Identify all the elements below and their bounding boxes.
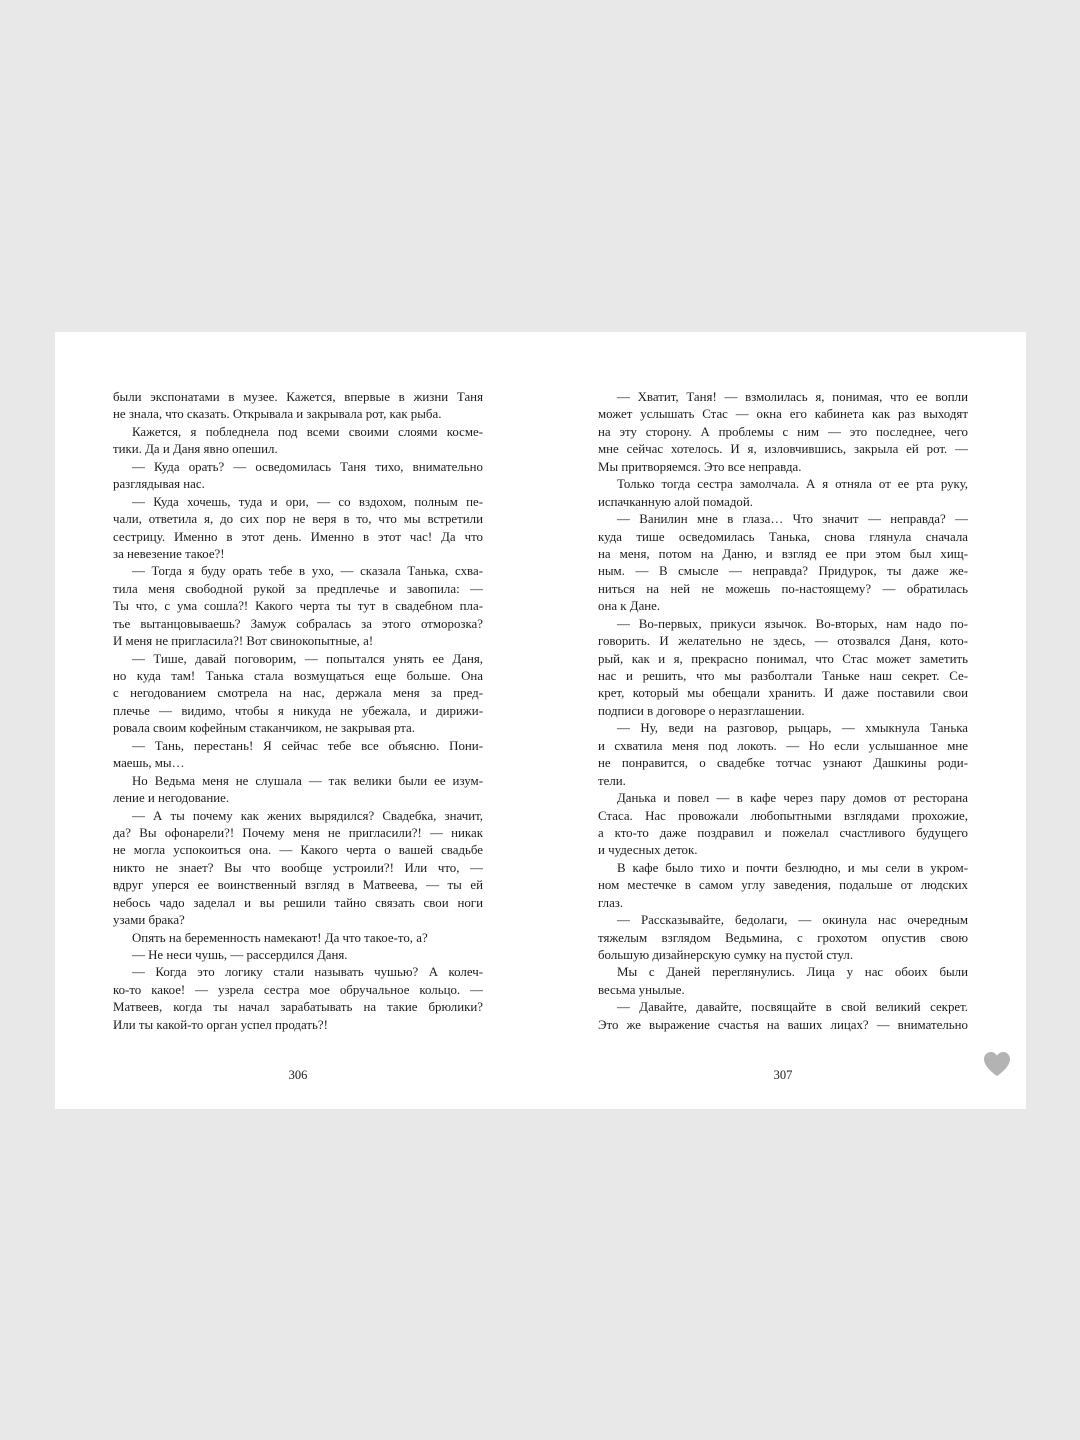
text-line: сестрицу. Именно в этот день. Именно в этот час! Да что — [113, 529, 483, 544]
text-line: не понравится, о свадебке тотчас узнают Дашкины роди- — [598, 756, 968, 771]
text-line: разглядывая нас. — [113, 477, 205, 492]
text-line: ном местечке в самом углу заведения, подальше от людских — [598, 878, 968, 893]
text-line: Матвеев, когда ты начал зарабатывать на такие брюлики? — [113, 1000, 483, 1015]
text-line: большую дизайнерскую сумку на пустой стул. — [598, 948, 854, 962]
text-line: небось чадо заделал и вы решили тайно связать свои ноги — [113, 895, 483, 910]
text-line: маешь, мы… — [113, 756, 185, 771]
text-line: — Во-первых, прикуси язычок. Во-вторых, нам надо по- — [617, 616, 968, 631]
text-line: тяжелым взглядом Ведьмина, с грохотом опустив свою — [598, 930, 968, 945]
text-line: — Куда хочешь, туда и ори, — со вздохом, полным пе- — [132, 494, 483, 509]
text-line: — Куда орать? — осведомилась Таня тихо, внимательно — [132, 459, 483, 474]
text-line: тила меня свободной рукой за предплечье и завопила: — — [113, 581, 483, 596]
text-line: — Тише, давай поговорим, — попытался унять ее Даня, — [132, 651, 483, 666]
text-line: Опять на беременность намекают! Да что такое-то, а? — [132, 930, 428, 945]
page-number-left: 306 — [288, 1068, 308, 1082]
page-number-right: 307 — [773, 1068, 793, 1082]
text-line: Это же выражение счастья на ваших лицах? — внимательно — [598, 1017, 968, 1032]
text-line: — Ванилин мне в глаза… Что значит — неправда? — — [617, 512, 968, 527]
text-line: Или ты какой-то орган успел продать?! — [113, 1017, 328, 1032]
text-line: — Тогда я буду орать тебе в ухо, — сказала Танька, схва- — [132, 564, 483, 579]
text-line: ниться на ней не можешь по-настоящему? — обратилась — [598, 581, 968, 596]
text-line: крет, который мы обещали хранить. И даже поставили свои — [598, 686, 968, 701]
text-line: нас и решить, что мы разболтали Таньке наш секрет. Се- — [598, 669, 968, 683]
left-page — [113, 389, 483, 1034]
text-line: вдруг уперся ее воинственный взгляд в Матвеева, — ты ей — [113, 878, 483, 893]
text-line: В кафе было тихо и почти безлюдно, и мы сели в укром- — [617, 860, 968, 875]
text-line: не знала, что сказать. Открывала и закрывала рот, как рыба. — [113, 407, 442, 422]
text-line: куда тише осведомилась Танька, снова глянула сначала — [598, 529, 968, 544]
text-line: подписи в договоре о неразглашении. — [598, 703, 805, 718]
text-line: но куда там! Танька стала возмущаться еще больше. Она — [113, 669, 483, 683]
text-line: и чудесных деток. — [598, 843, 698, 858]
text-line: — Ну, веди на разговор, рыцарь, — хмыкнула Танька — [617, 721, 968, 736]
text-line: — Хватит, Таня! — взмолилась я, понимая, что ее вопли — [617, 390, 968, 404]
text-line: плечье — видимо, чтобы я никуда не убежала, и дирижи- — [113, 703, 483, 718]
text-line: Только тогда сестра замолчала. А я отняла от ее рта руку, — [617, 477, 968, 492]
text-line: мне сейчас хотелось. И я, изловчившись, закрыла ей рот. — — [598, 442, 968, 457]
text-line: узами брака? — [113, 913, 185, 928]
text-line: — Рассказывайте, бедолаги, — окинула нас очередным — [617, 913, 968, 928]
text-line: говорить. И желательно не здесь, — отозвался Даня, кото- — [598, 634, 968, 649]
text-line: — Не неси чушь, — рассердился Даня. — [132, 948, 348, 962]
text-line: — А ты почему как жених вырядился? Свадебка, значит, — [132, 808, 483, 823]
text-line: — Когда это логику стали называть чушью? А колеч- — [132, 965, 483, 980]
text-line: Мы притворяемся. Это все неправда. — [598, 459, 802, 474]
text-line: за невезение такое?! — [113, 546, 225, 561]
text-line: ровала своим кофейным стаканчиком, не закрывая рта. — [113, 721, 415, 736]
text-line: с негодованием смотрела на нас, держала меня за пред- — [113, 686, 483, 701]
text-line: Но Ведьма меня не слушала — так велики были ее изум- — [132, 773, 483, 788]
text-line: ление и негодование. — [113, 791, 230, 806]
text-line: Стаса. Нас провожали любопытными взглядами прохожие, — [598, 808, 968, 823]
text-line: весьма унылые. — [598, 982, 685, 997]
text-line: Данька и повел — в кафе через пару домов от ресторана — [617, 791, 968, 806]
text-line: она к Дане. — [598, 599, 661, 614]
text-line: никто не знает? Вы что вообще устроили?! Или что, — — [113, 860, 483, 875]
text-line: — Давайте, давайте, посвящайте в свой великий секрет. — [617, 1000, 968, 1015]
text-line: чали, ответила я, до сих пор не веря в то, что мы встретили — [113, 512, 483, 527]
text-line: тели. — [598, 773, 626, 788]
text-line: И меня не пригласила?! Вот свинокопытные, а! — [113, 634, 374, 649]
text-line: испачканную алой помадой. — [598, 494, 753, 509]
text-line: а кто-то даже поздравил и пожелал счастливого будущего — [598, 825, 968, 840]
text-line: на меня, потом на Даню, и взгляд ее при этом был хищ- — [598, 546, 968, 561]
text-line: были экспонатами в музее. Кажется, впервые в жизни Таня — [113, 390, 483, 404]
text-line: на эту сторону. А проблемы с ним — это последнее, чего — [598, 424, 968, 439]
text-line: тики. Да и Даня явно опешил. — [113, 442, 278, 457]
text-line: глаз. — [598, 895, 624, 910]
right-page — [598, 389, 968, 1034]
text-line: может услышать Стас — окна его кабинета как раз выходят — [598, 407, 968, 422]
text-line: Кажется, я побледнела под всеми своими слоями косме- — [132, 424, 483, 439]
text-line: Ты что, с ума сошла?! Какого черта ты тут в свадебном пла- — [113, 599, 483, 614]
text-line: тье вытанцовываешь? Замуж собралась за этого отморозка? — [113, 616, 483, 631]
text-line: ко-то какое! — узрела сестра мое обручальное кольцо. — — [113, 982, 483, 997]
text-line: — Тань, перестань! Я сейчас тебе все объясню. Пони- — [132, 738, 483, 753]
text-line: и схватила меня под локоть. — Но если услышанное мне — [598, 738, 968, 753]
text-line: Мы с Даней переглянулись. Лица у нас обоих были — [617, 965, 968, 980]
book-spread — [55, 332, 1026, 1109]
heart-icon[interactable] — [983, 1051, 1011, 1077]
text-line: да? Вы офонарели?! Почему меня не пригласили?! — никак — [113, 825, 483, 840]
text-line: не могла успокоиться она. — Какого черта о вашей свадьбе — [113, 843, 483, 858]
text-line: ным. — В смысле — неправда? Придурок, ты даже же- — [598, 564, 968, 579]
text-line: рый, как и я, прекрасно понимал, что Стас может заметить — [598, 651, 968, 666]
